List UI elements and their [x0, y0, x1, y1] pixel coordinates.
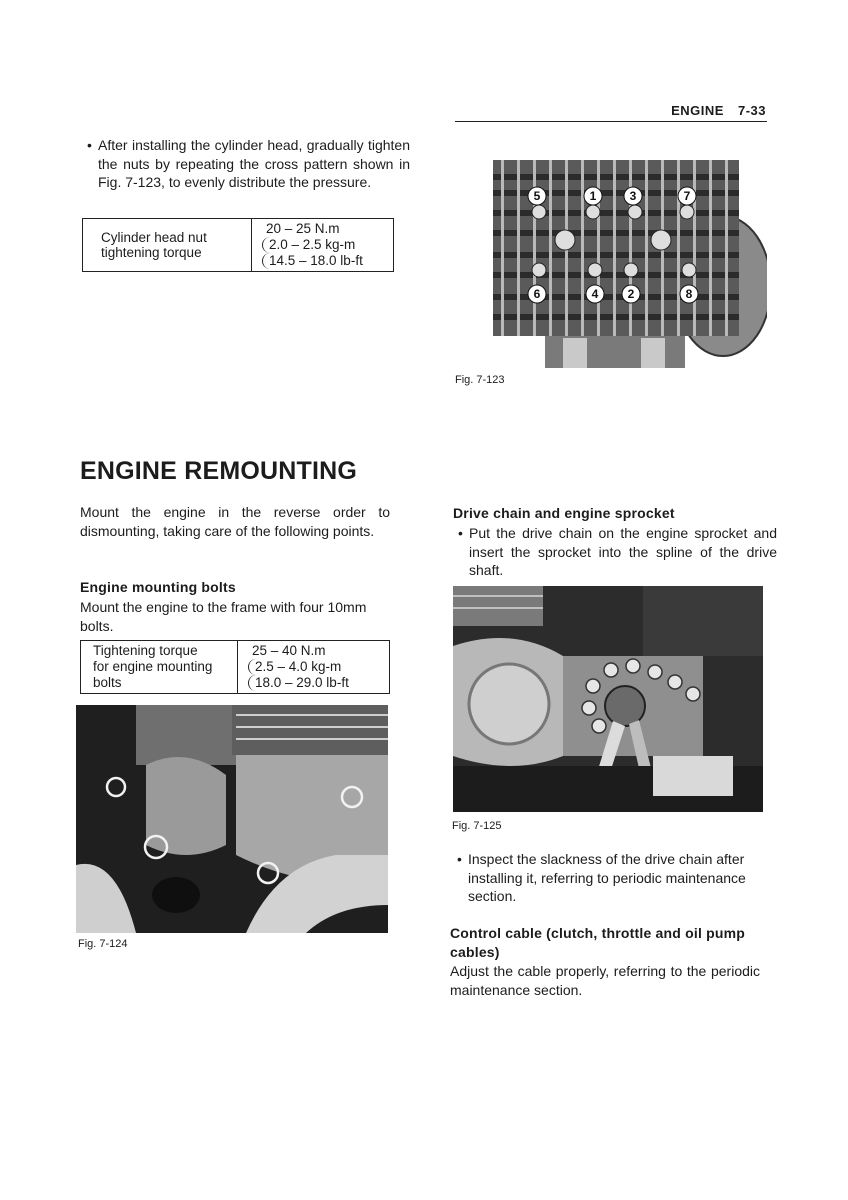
figure-7-123-photo — [455, 156, 767, 368]
nut-number: 3 — [629, 189, 637, 203]
torque-label-cell — [81, 641, 238, 694]
nut-number: 2 — [627, 287, 635, 301]
cylinder-head-torque-table — [82, 218, 394, 272]
nut-number: 8 — [685, 287, 693, 301]
intro-paragraph: Mount the engine in the reverse order to dismounting, taking care of the following points. — [80, 504, 390, 539]
nut-number: 7 — [683, 189, 691, 203]
nut-number: 4 — [591, 287, 599, 301]
cylinder-head-illustration — [455, 156, 767, 368]
torque-label-line: for engine mounting — [93, 659, 213, 674]
cylinder-head-instruction: • After installing the cylinder head, gradually tighten the nuts by repeating the cross pattern shown in Fig. 7-123, to evenly distribute the pressure. — [82, 136, 410, 192]
header-rule — [455, 121, 767, 122]
torque-label-cell — [83, 219, 252, 272]
engine-mount-illustration — [76, 705, 388, 933]
torque-value-kgm: 2.0 – 2.5 kg-m — [262, 237, 385, 253]
torque-value-lbft: 18.0 – 29.0 lb-ft — [248, 675, 381, 691]
torque-value-lbft: 14.5 – 18.0 lb-ft — [262, 253, 385, 269]
figure-7-125-caption: Fig. 7-125 — [452, 820, 502, 832]
torque-label-line: bolts — [93, 675, 122, 690]
torque-value-cell — [252, 219, 394, 272]
control-cable-text: Adjust the cable properly, referring to the periodic maintenance section. — [450, 963, 760, 998]
torque-value-nm: 25 – 40 N.m — [252, 643, 326, 658]
mounting-bolts-text: Mount the engine to the frame with four 10mm bolts. — [80, 599, 367, 634]
control-cable-heading: Control cable (clutch, throttle and oil pump cables) — [450, 925, 746, 960]
nut-number: 5 — [533, 189, 541, 203]
torque-label-line: Cylinder head nut — [101, 230, 207, 245]
figure-7-123-caption: Fig. 7-123 — [455, 374, 505, 386]
mounting-bolts-heading: Engine mounting bolts — [80, 579, 236, 595]
section-title: ENGINE REMOUNTING — [80, 457, 358, 485]
torque-value-cell — [238, 641, 390, 694]
figure-7-124-caption: Fig. 7-124 — [78, 938, 128, 950]
torque-value-nm: 20 – 25 N.m — [266, 221, 340, 236]
chain-slack-instruction: • Inspect the slackness of the drive chain after installing it, referring to periodic maintenance section. — [452, 850, 776, 906]
figure-7-124-photo — [76, 705, 388, 933]
nut-number: 1 — [589, 189, 597, 203]
drive-chain-heading: Drive chain and engine sprocket — [453, 505, 675, 521]
torque-value-kgm: 2.5 – 4.0 kg-m — [248, 659, 381, 675]
header-section: ENGINE — [671, 103, 724, 118]
running-header — [671, 103, 766, 118]
figure-7-125-photo — [453, 586, 763, 812]
nut-number: 6 — [533, 287, 541, 301]
drive-chain-instruction: • Put the drive chain on the engine sprocket and insert the sprocket into the spline of the drive shaft. — [453, 524, 777, 580]
mounting-bolts-torque-table — [80, 640, 390, 694]
sprocket-illustration — [453, 586, 763, 812]
header-page-number: 7-33 — [737, 103, 766, 118]
torque-label-line: Tightening torque — [93, 643, 198, 658]
torque-label-line: tightening torque — [101, 245, 202, 260]
